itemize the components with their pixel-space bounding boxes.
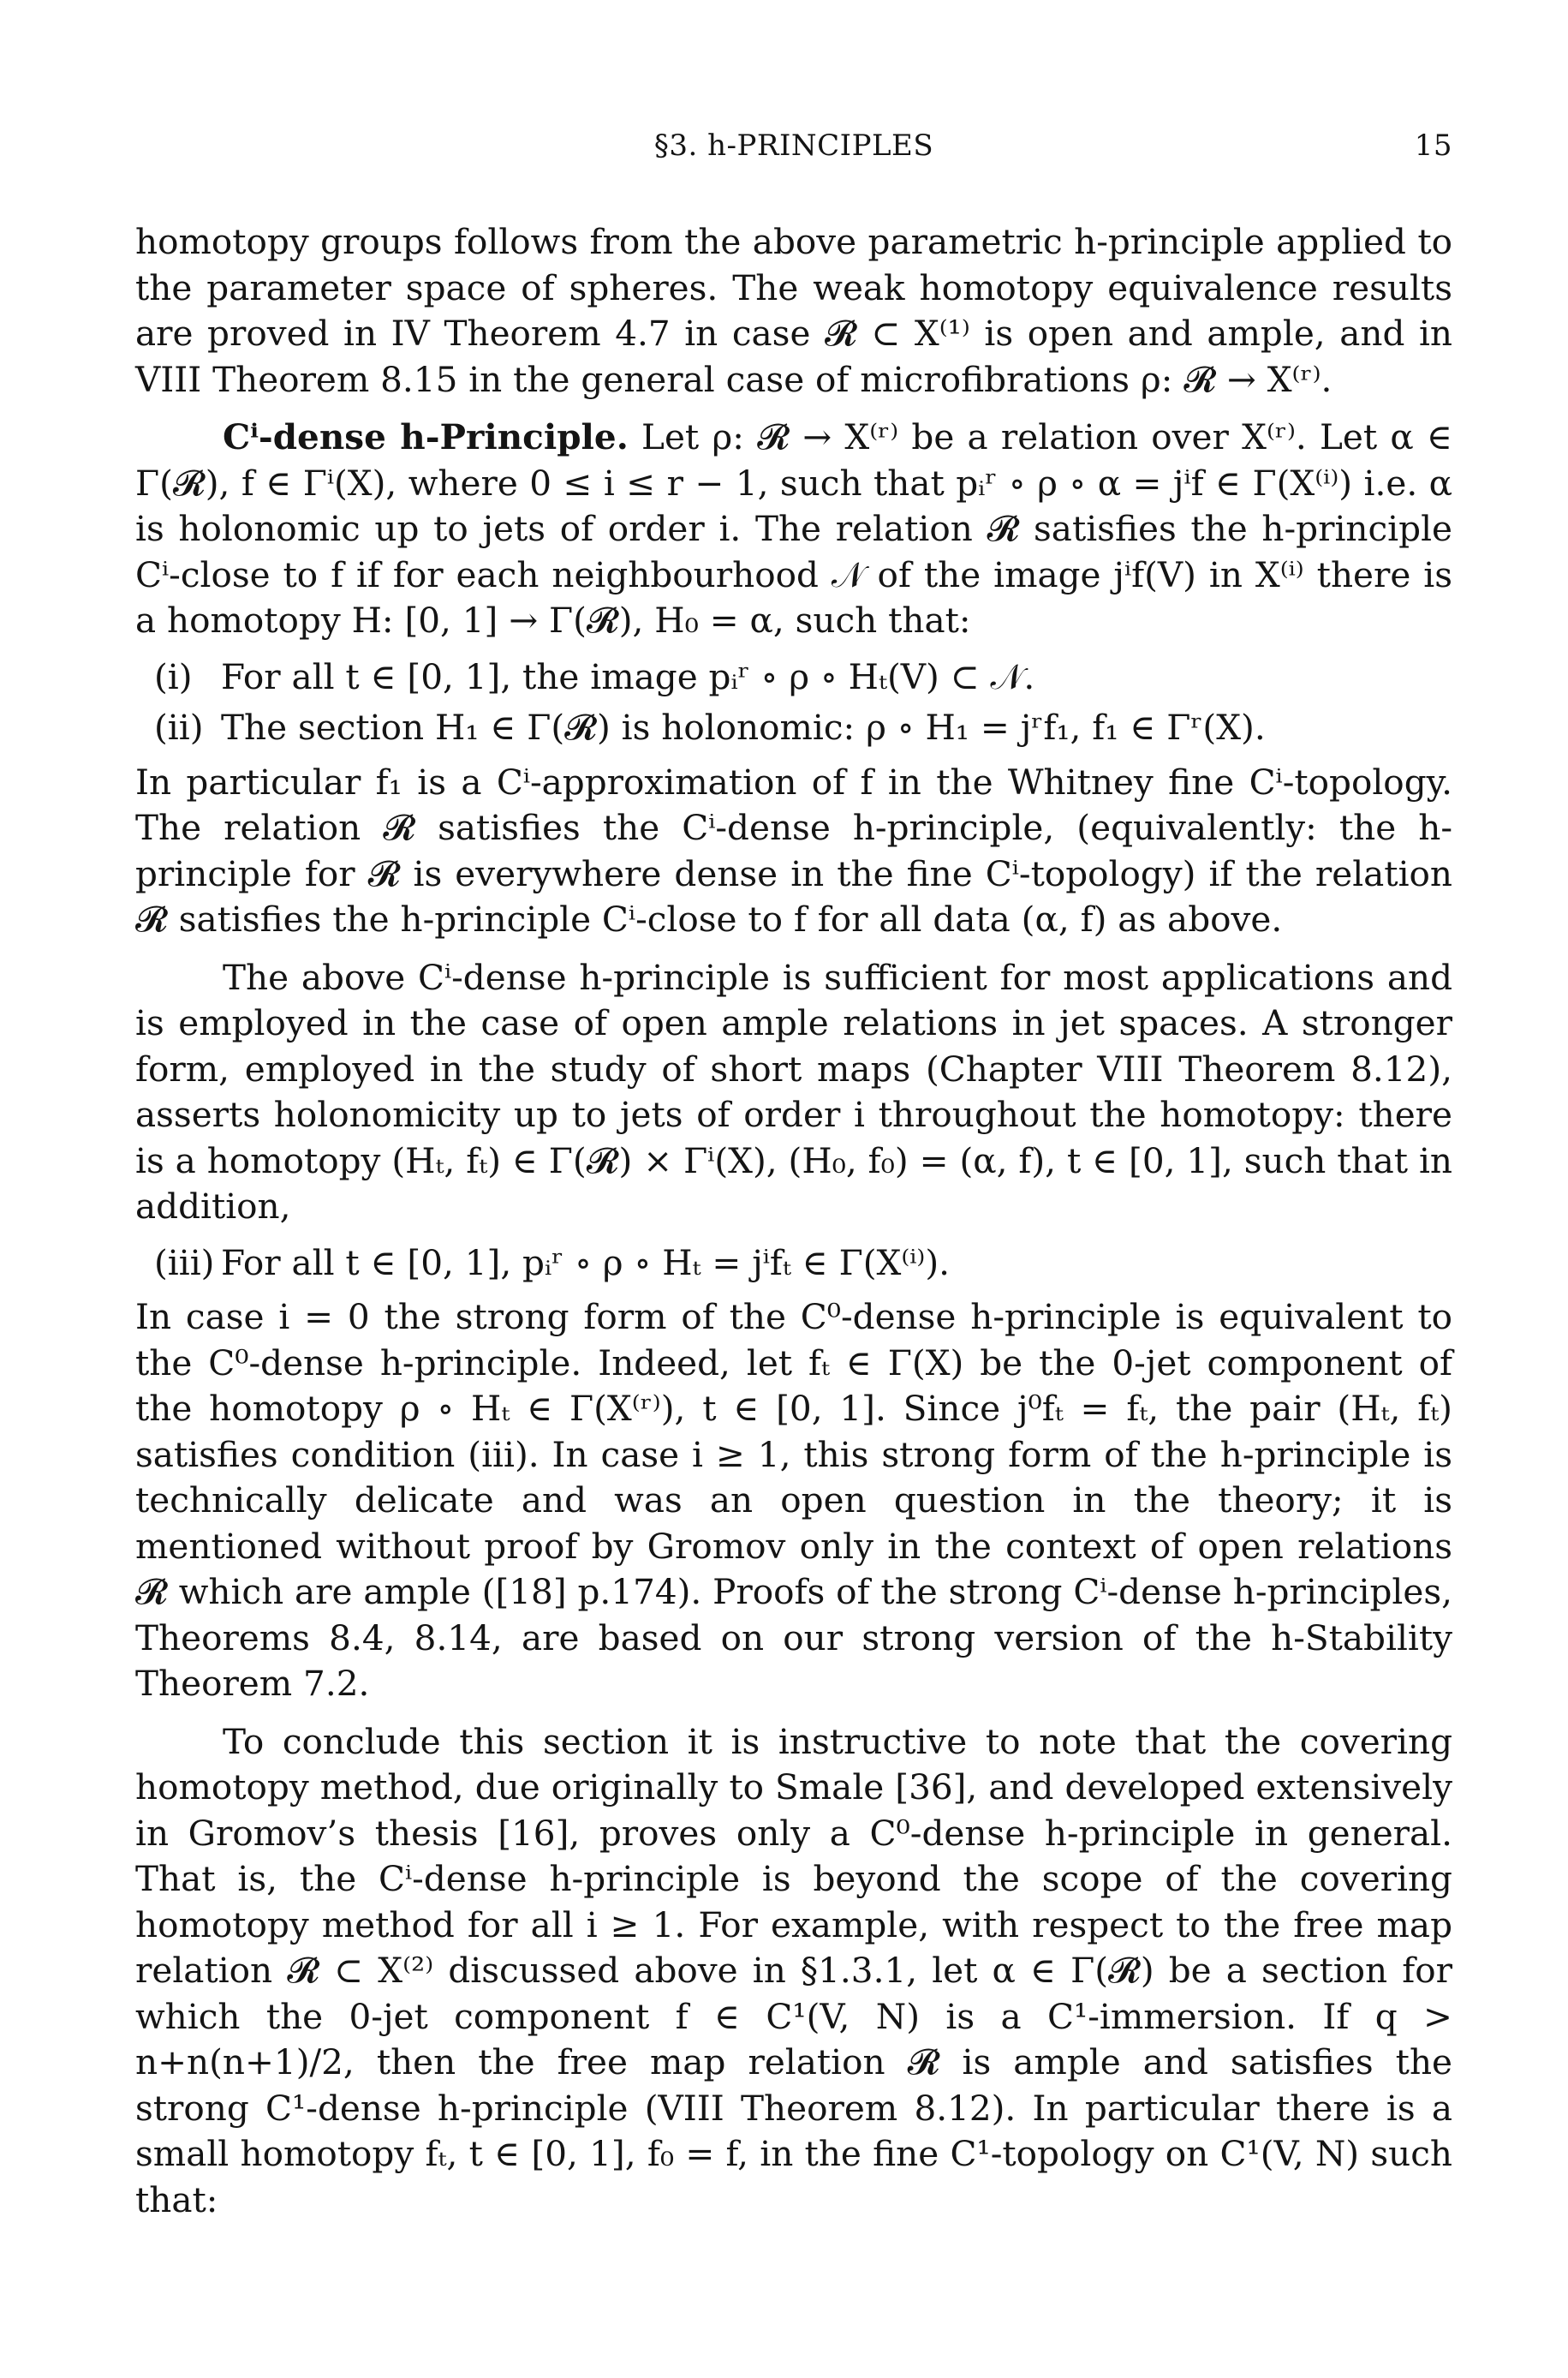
paragraph-6: To conclude this section it is instructive to note that the covering homotopy method, due originally to Smale [36], and developed extensively in Gromov’s thesis [16], proves only a C⁰-dense h-principle in general. That is, the Cⁱ-dense h-principle is beyond the scope of the covering homotopy method for all i ≥ 1. For example, with respect to the free map relation 𝓡 ⊂ X⁽²⁾ discussed above in §1.3.1, let α ∈ Γ(𝓡) be a section for which the 0-jet component f ∈ C¹(V, N) is a C¹-immersion. If q > n+n(n+1)/2, then the free map relation 𝓡 is ample and satisfies the strong C¹-dense h-principle (VIII Theorem 8.12). In particular there is a small homotopy fₜ, t ∈ [0, 1], f₀ = f, in the fine C¹-topology on C¹(V, N) such that: — [135, 1720, 1452, 2220]
condition-text: The section H₁ ∈ Γ(𝓡) is holonomic: ρ ∘ H₁ = jʳf₁, f₁ ∈ Γʳ(X). — [221, 707, 1266, 748]
paragraph-4: The above Cⁱ-dense h-principle is sufficient for most applications and is employed in the case of open ample relations in jet spaces. A stronger form, employed in the study of short maps (Chapter VIII Theorem 8.12), asserts holonomicity up to jets of order i throughout the homotopy: there is a homotopy (Hₜ, fₜ) ∈ Γ(𝓡) × Γⁱ(X), (H₀, f₀) = (α, f), t ∈ [0, 1], such that in addition, — [135, 956, 1452, 1227]
condition-label: (i) — [154, 655, 193, 697]
run-in-heading: Cⁱ-dense h-Principle. — [223, 416, 629, 457]
condition-text: For all t ∈ [0, 1], the image pᵢʳ ∘ ρ ∘ Hₜ(V) ⊂ 𝒩. — [221, 655, 1035, 697]
condition-item — [135, 1240, 1452, 1287]
condition-list-2 — [135, 1240, 1452, 1287]
condition-list-1 — [135, 654, 1452, 751]
paragraph-5: In case i = 0 the strong form of the C⁰-dense h-principle is equivalent to the C⁰-dense h-principle. Indeed, let fₜ ∈ Γ(X) be the 0-jet component of the homotopy ρ ∘ Hₜ ∈ Γ(X⁽ʳ⁾), t ∈ [0, 1]. Since j⁰fₜ = fₜ, the pair (Hₜ, fₜ) satisfies condition (iii). In case i ≥ 1, this strong form of the h-principle is technically delicate and was an open question in the theory; it is mentioned without proof by Gromov only in the context of open relations 𝓡 which are ample ([18] p.174). Proofs of the strong Cⁱ-dense h-principles, Theorems 8.4, 8.14, are based on our strong version of the h-Stability Theorem 7.2. — [135, 1296, 1452, 1704]
condition-label: (ii) — [154, 707, 204, 748]
section-title: §3. h-PRINCIPLES — [653, 128, 934, 163]
condition-item — [135, 654, 1452, 701]
paragraph-2 — [135, 415, 1452, 644]
page — [135, 128, 1452, 2223]
condition-item — [135, 705, 1452, 751]
main-text — [135, 219, 1452, 2223]
page-number: 15 — [1414, 128, 1452, 163]
condition-label: (iii) — [154, 1241, 215, 1283]
condition-text: For all t ∈ [0, 1], pᵢʳ ∘ ρ ∘ Hₜ = jⁱfₜ ∈ Γ(X⁽ⁱ⁾). — [221, 1241, 951, 1283]
running-header — [135, 128, 1452, 180]
paragraph-1: homotopy groups follows from the above parametric h-principle applied to the parameter space of spheres. The weak homotopy equivalence results are proved in IV Theorem 4.7 in case 𝓡 ⊂ X⁽¹⁾ is open and ample, and in VIII Theorem 8.15 in the general case of microfibrations ρ: 𝓡 → X⁽ʳ⁾. — [135, 221, 1452, 400]
paragraph-3: In particular f₁ is a Cⁱ-approximation of f in the Whitney fine Cⁱ-topology. The relation 𝓡 satisfies the Cⁱ-dense h-principle, (equivalently: the h-principle for 𝓡 is everywhere dense in the fine Cⁱ-topology) if the relation 𝓡 satisfies the h-principle Cⁱ-close to f for all data (α, f) as above. — [135, 761, 1452, 940]
paragraph-2-text: Let ρ: 𝓡 → X⁽ʳ⁾ be a relation over X⁽ʳ⁾. Let α ∈ Γ(𝓡), f ∈ Γⁱ(X), where 0 ≤ i ≤ r − 1, such that pᵢʳ ∘ ρ ∘ α = jⁱf ∈ Γ(X⁽ⁱ⁾) i.e. α is holonomic up to jets of order i. The relation 𝓡 satisfies the h-principle Cⁱ-close to f if for each neighbourhood 𝒩 of the image jⁱf(V) in X⁽ⁱ⁾ there is a homotopy H: [0, 1] → Γ(𝓡), H₀ = α, such that: — [135, 416, 1452, 641]
